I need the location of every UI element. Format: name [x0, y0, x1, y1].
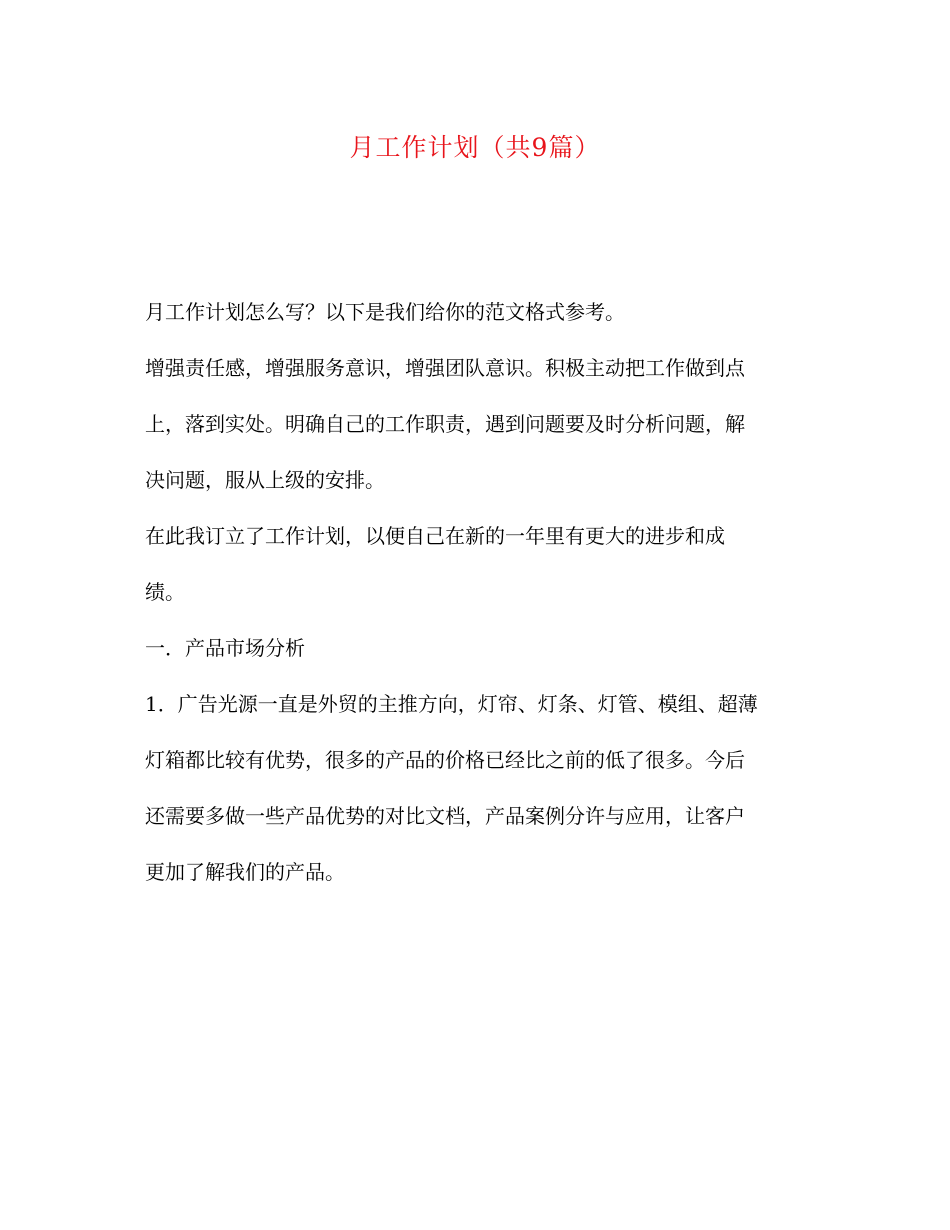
paragraph-line: 增强责任感，增强服务意识，增强团队意识。积极主动把工作做到点	[145, 356, 745, 380]
paragraph-intro	[145, 284, 815, 340]
paragraph-plan	[145, 508, 815, 620]
paragraph-line: 还需要多做一些产品优势的对比文档，产品案例分许与应用，让客户	[145, 804, 745, 828]
document-title: 月工作计划（共9篇）	[349, 133, 601, 162]
paragraph-item-1	[145, 676, 815, 900]
document-body	[145, 284, 815, 900]
paragraph-line: 决问题，服从上级的安排。	[145, 468, 385, 492]
paragraph-responsibility	[145, 340, 815, 508]
paragraph-line: 1．广告光源一直是外贸的主推方向，灯帘、灯条、灯管、模组、超薄	[145, 692, 758, 716]
paragraph-line: 一．产品市场分析	[145, 636, 305, 660]
paragraph-line: 绩。	[145, 580, 185, 604]
paragraph-line: 月工作计划怎么写？以下是我们给你的范文格式参考。	[145, 300, 625, 324]
section-heading-market-analysis	[145, 620, 815, 676]
paragraph-line: 更加了解我们的产品。	[145, 860, 345, 884]
paragraph-line: 上，落到实处。明确自己的工作职责，遇到问题要及时分析问题，解	[145, 412, 745, 436]
paragraph-line: 灯箱都比较有优势，很多的产品的价格已经比之前的低了很多。今后	[145, 748, 745, 772]
paragraph-line: 在此我订立了工作计划，以便自己在新的一年里有更大的进步和成	[145, 524, 725, 548]
